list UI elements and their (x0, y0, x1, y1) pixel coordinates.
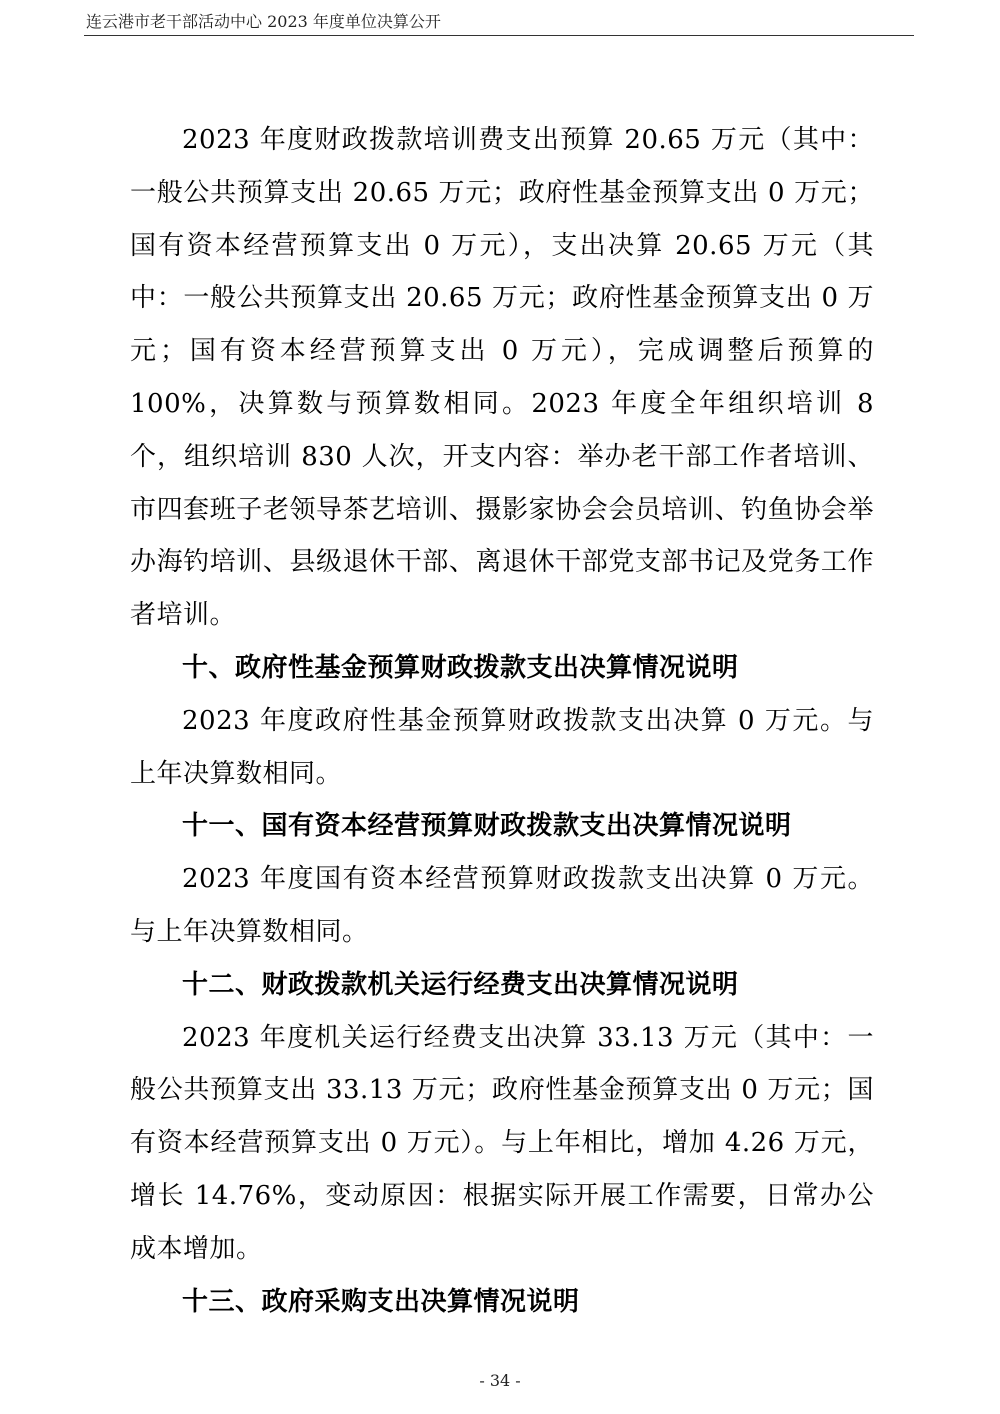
page-header-title: 连云港市老干部活动中心 2023 年度单位决算公开 (86, 12, 441, 31)
section-12-heading: 十二、财政拨款机关运行经费支出决算情况说明 (182, 969, 739, 1000)
section-10-paragraph: 2023 年度政府性基金预算财政拨款支出决算 0 万元。与上年决算数相同。 (130, 705, 874, 789)
training-expense-paragraph: 2023 年度财政拨款培训费支出预算 20.65 万元（其中：一般公共预算支出 20.65 万元；政府性基金预算支出 0 万元；国有资本经营预算支出 0 万元），支出决算 20.65 万元（其中：一般公共预算支出 20.65 万元；政府性基金预算支出 0 万元；国有资本经营预算支出 0 万元），完成调整后预算的 100%，决算数与预算数相同。2023 年度全年组织培训 8 个，组织培训 830 人次，开支内容：举办老干部工作者培训、市四套班子老领导茶艺培训、摄影家协会会员培训、钓鱼协会举办海钓培训、县级退休干部、离退休干部党支部书记及党务工作者培训。 (130, 125, 874, 631)
header-divider (84, 35, 914, 36)
section-11-paragraph: 2023 年度国有资本经营预算财政拨款支出决算 0 万元。与上年决算数相同。 (130, 864, 874, 947)
section-10-heading: 十、政府性基金预算财政拨款支出决算情况说明 (182, 652, 739, 683)
section-11-heading: 十一、国有资本经营预算财政拨款支出决算情况说明 (182, 811, 792, 842)
section-13-heading: 十三、政府采购支出决算情况说明 (182, 1286, 580, 1317)
page-number: - 34 - (479, 1371, 521, 1390)
section-12-paragraph: 2023 年度机关运行经费支出决算 33.13 万元（其中：一般公共预算支出 33.13 万元；政府性基金预算支出 0 万元；国有资本经营预算支出 0 万元）。与上年相比，增加 4.26 万元，增长 14.76%，变动原因：根据实际开展工作需要，日常办公成本增加。 (130, 1022, 874, 1264)
document-body (130, 114, 874, 1328)
